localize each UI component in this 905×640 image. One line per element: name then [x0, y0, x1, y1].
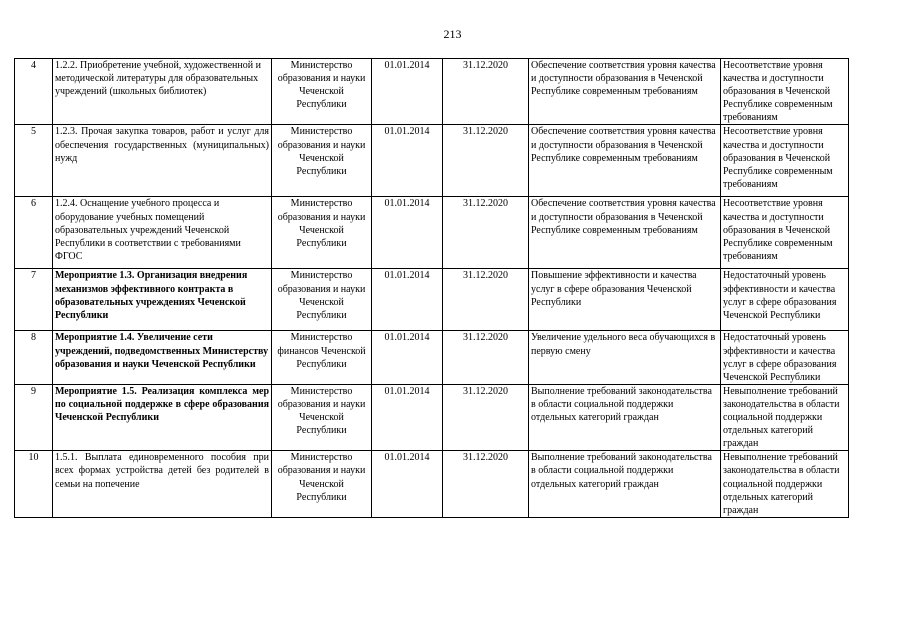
expected-result: Обеспечение соответствия уровня качества и доступности образования в Чеченской Республике современным требованиям	[529, 125, 721, 197]
expected-result: Обеспечение соответствия уровня качества и доступности образования в Чеченской Республике современным требованиям	[529, 197, 721, 269]
risk: Невыполнение требований законодательства в области социальной поддержки отдельных категорий граждан	[721, 451, 849, 517]
risk: Несоответствие уровня качества и доступности образования в Чеченской Республике современным требованиям	[721, 197, 849, 269]
table-row	[15, 384, 849, 450]
end-date: 31.12.2020	[443, 384, 529, 450]
row-number: 9	[15, 384, 53, 450]
risk: Недостаточный уровень эффективности и качества услуг в сфере образования Чеченской Республики	[721, 269, 849, 331]
activity-name: 1.5.1. Выплата единовременного пособия при всех формах устройства детей без родителей в семьи на попечение	[53, 451, 272, 517]
activity-name: Мероприятие 1.4. Увеличение сети учреждений, подведомственных Министерству образования и науки Чеченской Республики	[53, 331, 272, 384]
table-row	[15, 125, 849, 197]
row-number: 10	[15, 451, 53, 517]
expected-result: Выполнение требований законодательства в области социальной поддержки отдельных категорий граждан	[529, 384, 721, 450]
executor: Министерство образования и науки Чеченской Республики	[272, 197, 372, 269]
start-date: 01.01.2014	[372, 384, 443, 450]
row-number: 6	[15, 197, 53, 269]
activity-name: 1.2.2. Приобретение учебной, художественной и методической литературы для образовательных учреждений (школьных библиотек)	[53, 59, 272, 125]
activity-name: 1.2.3. Прочая закупка товаров, работ и услуг для обеспечения государственных (муниципальных) нужд	[53, 125, 272, 197]
risk: Недостаточный уровень эффективности и качества услуг в сфере образования Чеченской Республики	[721, 331, 849, 384]
risk: Несоответствие уровня качества и доступности образования в Чеченской Республике современным требованиям	[721, 125, 849, 197]
row-number: 4	[15, 59, 53, 125]
activity-name: Мероприятие 1.3. Организация внедрения механизмов эффективного контракта в образовательных учреждениях Чеченской Республики	[53, 269, 272, 331]
end-date: 31.12.2020	[443, 451, 529, 517]
end-date: 31.12.2020	[443, 59, 529, 125]
row-number: 5	[15, 125, 53, 197]
risk: Несоответствие уровня качества и доступности образования в Чеченской Республике современным требованиям	[721, 59, 849, 125]
row-number: 7	[15, 269, 53, 331]
start-date: 01.01.2014	[372, 59, 443, 125]
executor: Министерство финансов Чеченской Республики	[272, 331, 372, 384]
end-date: 31.12.2020	[443, 197, 529, 269]
executor: Министерство образования и науки Чеченской Республики	[272, 451, 372, 517]
executor: Министерство образования и науки Чеченской Республики	[272, 125, 372, 197]
expected-result: Выполнение требований законодательства в области социальной поддержки отдельных категорий граждан	[529, 451, 721, 517]
start-date: 01.01.2014	[372, 125, 443, 197]
end-date: 31.12.2020	[443, 125, 529, 197]
activity-name: Мероприятие 1.5. Реализация комплекса мер по социальной поддержке в сфере образования Чеченской Республики	[53, 384, 272, 450]
end-date: 31.12.2020	[443, 331, 529, 384]
expected-result: Повышение эффективности и качества услуг в сфере образования Чеченской Республики	[529, 269, 721, 331]
page-number: 213	[443, 27, 462, 41]
start-date: 01.01.2014	[372, 331, 443, 384]
table-row	[15, 331, 849, 384]
end-date: 31.12.2020	[443, 269, 529, 331]
activity-name: 1.2.4. Оснащение учебного процесса и оборудование учебных помещений образовательных учреждений Чеченской Республики в соответствии с требованиями ФГОС	[53, 197, 272, 269]
start-date: 01.01.2014	[372, 269, 443, 331]
start-date: 01.01.2014	[372, 451, 443, 517]
start-date: 01.01.2014	[372, 197, 443, 269]
table-row	[15, 269, 849, 331]
program-table	[14, 58, 849, 518]
table-row	[15, 197, 849, 269]
expected-result: Увеличение удельного веса обучающихся в первую смену	[529, 331, 721, 384]
risk: Невыполнение требований законодательства в области социальной поддержки отдельных категорий граждан	[721, 384, 849, 450]
executor: Министерство образования и науки Чеченской Республики	[272, 59, 372, 125]
row-number: 8	[15, 331, 53, 384]
executor: Министерство образования и науки Чеченской Республики	[272, 269, 372, 331]
expected-result: Обеспечение соответствия уровня качества и доступности образования в Чеченской Республике современным требованиям	[529, 59, 721, 125]
table-row	[15, 59, 849, 125]
table-row	[15, 451, 849, 517]
executor: Министерство образования и науки Чеченской Республики	[272, 384, 372, 450]
